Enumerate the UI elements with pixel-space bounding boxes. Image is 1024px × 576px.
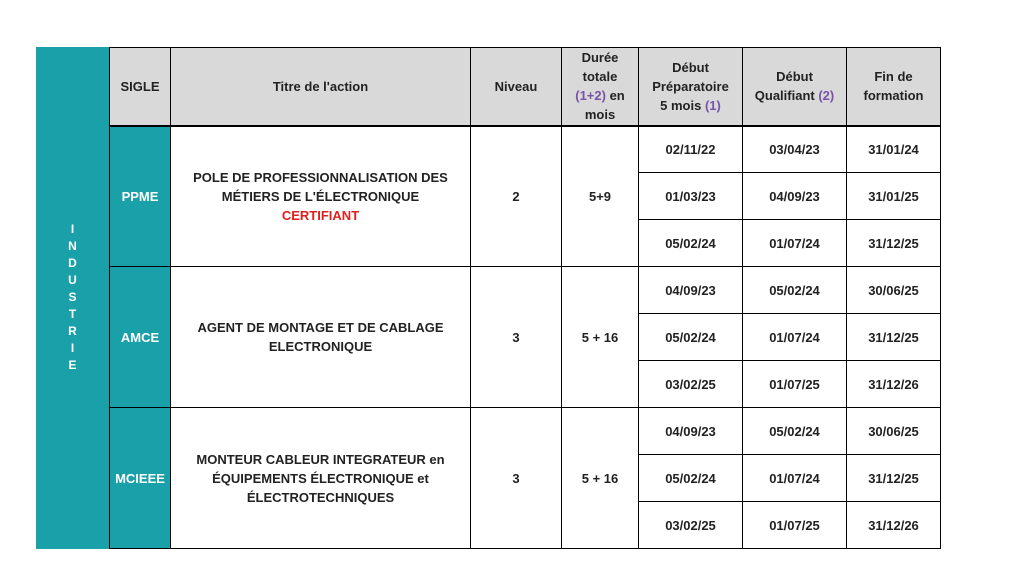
header-fin-line2: formation <box>863 88 924 104</box>
table-row <box>110 126 941 173</box>
header-sigle: SIGLE <box>110 48 171 126</box>
header-titre: Titre de l'action <box>171 48 471 126</box>
header-fin-formation <box>847 48 941 126</box>
session-fin-formation: 31/01/24 <box>847 126 941 173</box>
header-duree-line2: totale <box>582 69 618 85</box>
formation-titre <box>171 408 471 549</box>
session-fin-formation: 31/12/26 <box>847 361 941 408</box>
header-debut-qual-note: (2) <box>818 88 835 104</box>
session-debut-preparatoire: 04/09/23 <box>639 408 743 455</box>
session-debut-qualifiant: 01/07/25 <box>743 502 847 549</box>
session-debut-qualifiant: 01/07/24 <box>743 455 847 502</box>
session-fin-formation: 30/06/25 <box>847 267 941 314</box>
formation-titre-line2: ÉQUIPEMENTS ÉLECTRONIQUE et <box>212 470 429 486</box>
session-fin-formation: 31/12/26 <box>847 502 941 549</box>
session-debut-preparatoire: 05/02/24 <box>639 455 743 502</box>
header-duree-line1: Durée <box>581 50 619 66</box>
session-fin-formation: 31/12/25 <box>847 220 941 267</box>
formation-sigle: AMCE <box>110 267 171 408</box>
header-niveau: Niveau <box>471 48 562 126</box>
session-debut-qualifiant: 03/04/23 <box>743 126 847 173</box>
header-debut-prep-line2: Préparatoire <box>652 78 729 94</box>
session-debut-qualifiant: 04/09/23 <box>743 173 847 220</box>
formation-titre <box>171 267 471 408</box>
session-debut-qualifiant: 01/07/24 <box>743 314 847 361</box>
header-duree-note: (1+2) <box>575 88 606 104</box>
session-fin-formation: 30/06/25 <box>847 408 941 455</box>
sector-label: INDUSTRIE <box>65 221 80 375</box>
session-debut-preparatoire: 05/02/24 <box>639 220 743 267</box>
session-debut-preparatoire: 03/02/25 <box>639 361 743 408</box>
formation-titre-line3: ÉLECTROTECHNIQUES <box>246 489 395 505</box>
table-row <box>110 408 941 455</box>
formation-niveau: 3 <box>471 408 562 549</box>
header-debut-preparatoire <box>639 48 743 126</box>
header-debut-prep-note: (1) <box>704 97 721 113</box>
formation-duree: 5+9 <box>562 126 639 267</box>
session-debut-qualifiant: 05/02/24 <box>743 267 847 314</box>
header-duree-line4: mois <box>584 107 616 123</box>
formation-titre <box>171 126 471 267</box>
formation-titre-line1: POLE DE PROFESSIONNALISATION DES <box>193 169 448 185</box>
formation-niveau: 3 <box>471 267 562 408</box>
formation-titre-line2: ELECTRONIQUE <box>268 339 373 354</box>
sector-band <box>36 47 109 549</box>
formation-certifiant-label: CERTIFIANT <box>281 207 360 223</box>
formation-titre-line2: MÉTIERS DE L'ÉLECTRONIQUE <box>221 188 420 204</box>
session-debut-preparatoire: 05/02/24 <box>639 314 743 361</box>
session-debut-qualifiant: 05/02/24 <box>743 408 847 455</box>
formation-niveau: 2 <box>471 126 562 267</box>
formation-titre-line1: AGENT DE MONTAGE ET DE CABLAGE <box>197 320 444 335</box>
formation-sigle: MCIEEE <box>110 408 171 549</box>
formation-duree: 5 + 16 <box>562 408 639 549</box>
session-fin-formation: 31/01/25 <box>847 173 941 220</box>
header-debut-qualifiant <box>743 48 847 126</box>
session-fin-formation: 31/12/25 <box>847 455 941 502</box>
header-debut-prep-line3: 5 mois <box>660 97 702 113</box>
table-row <box>110 267 941 314</box>
formation-duree: 5 + 16 <box>562 267 639 408</box>
session-debut-qualifiant: 01/07/24 <box>743 220 847 267</box>
header-fin-line1: Fin de <box>874 69 913 85</box>
header-duree-line3: en <box>609 88 625 104</box>
session-debut-preparatoire: 02/11/22 <box>639 126 743 173</box>
session-debut-preparatoire: 01/03/23 <box>639 173 743 220</box>
header-duree <box>562 48 639 126</box>
header-debut-qual-line1: Début <box>776 69 813 85</box>
session-debut-preparatoire: 04/09/23 <box>639 267 743 314</box>
formation-titre-line1: MONTEUR CABLEUR INTEGRATEUR en <box>196 451 445 467</box>
session-debut-preparatoire: 03/02/25 <box>639 502 743 549</box>
session-debut-qualifiant: 01/07/25 <box>743 361 847 408</box>
header-debut-qual-line2: Qualifiant <box>754 88 815 104</box>
session-fin-formation: 31/12/25 <box>847 314 941 361</box>
formations-table <box>109 47 941 549</box>
header-row <box>110 48 941 126</box>
header-debut-prep-line1: Début <box>672 59 709 75</box>
formation-sigle: PPME <box>110 126 171 267</box>
